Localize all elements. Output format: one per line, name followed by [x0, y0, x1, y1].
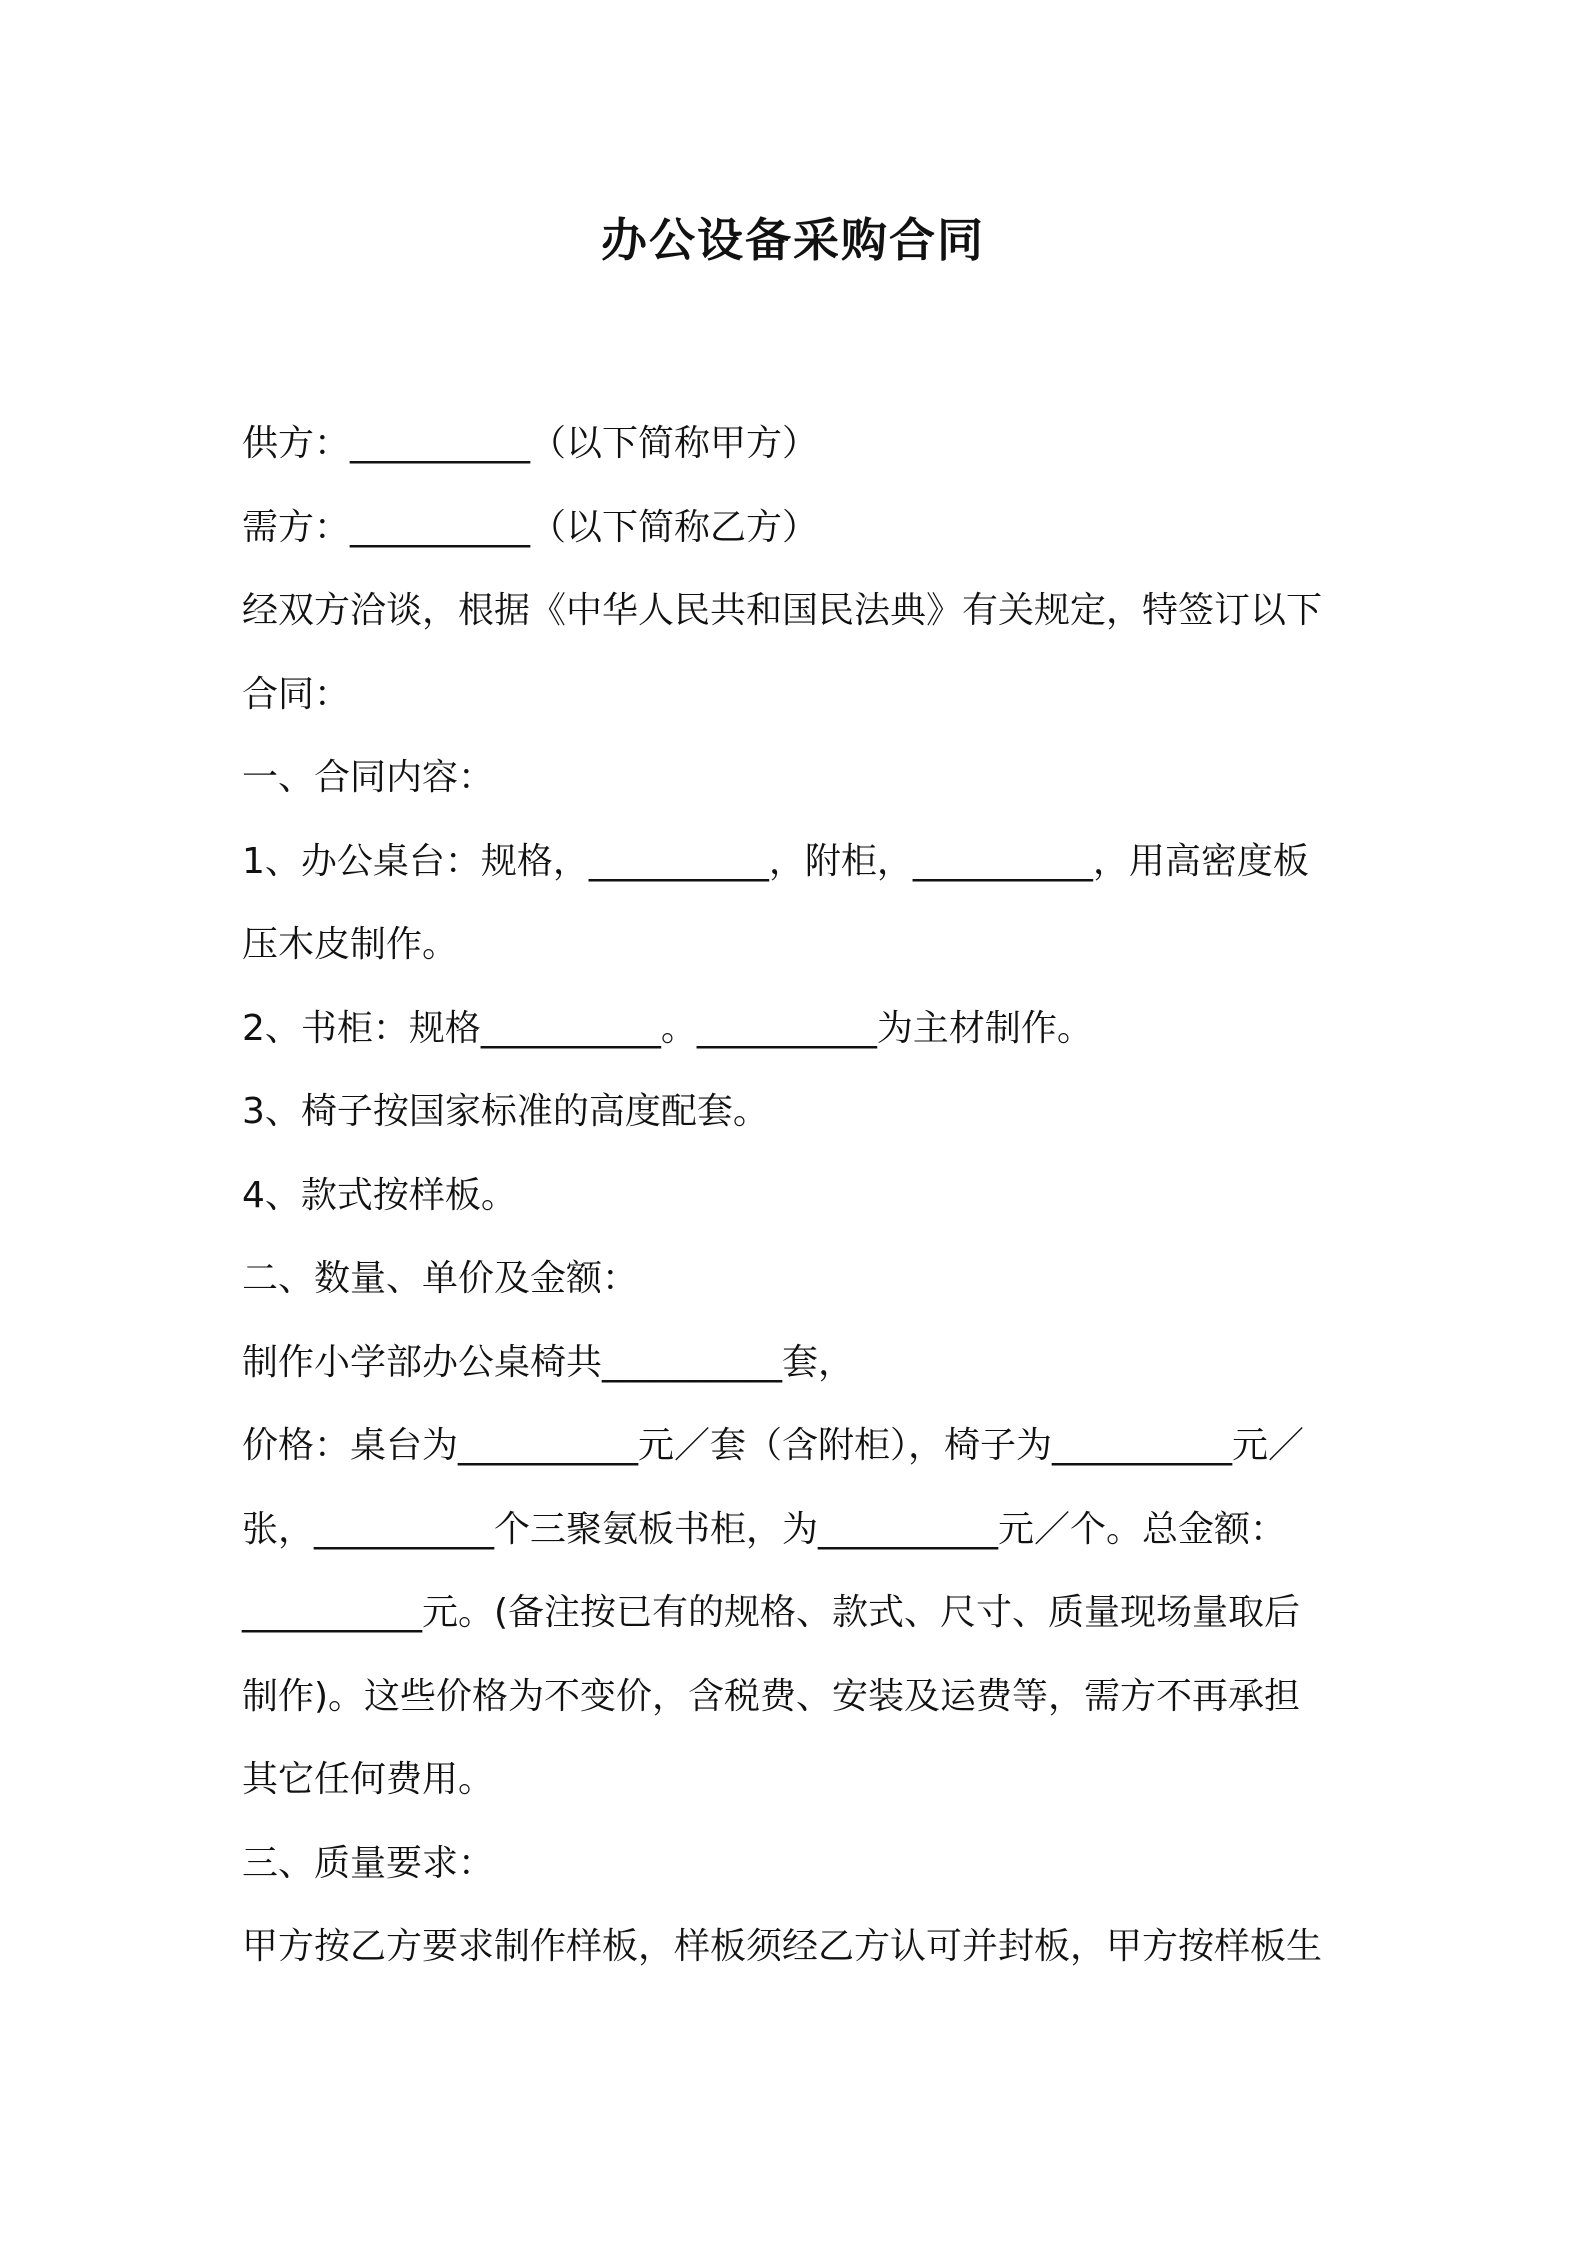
clause-line: 2、书柜：规格__________。__________为主材制作。 — [242, 1007, 1093, 1049]
clause-line: 其它任何费用。 — [242, 1759, 495, 1800]
clause-line: 张，__________个三聚氨板书柜，为__________元／个。总金额： — [242, 1508, 1287, 1550]
clause-line: 制作)。这些价格为不变价，含税费、安装及运费等，需方不再承担 — [242, 1675, 1301, 1717]
section-heading: 一、合同内容： — [242, 757, 495, 798]
clause-line: 甲方按乙方要求制作样板，样板须经乙方认可并封板，甲方按样板生 — [242, 1926, 1323, 1967]
clause-line: 制作小学部办公桌椅共__________套， — [242, 1341, 855, 1383]
contract-body — [242, 402, 1360, 1989]
clause-line: 3、椅子按国家标准的高度配套。 — [242, 1091, 769, 1132]
clause-line: 4、款式按样板。 — [242, 1174, 517, 1216]
section-heading: 二、数量、单价及金额： — [242, 1258, 639, 1299]
clause-line: __________元。(备注按已有的规格、款式、尺寸、质量现场量取后 — [242, 1592, 1301, 1633]
buyer-line: 需方：__________（以下简称乙方） — [242, 506, 819, 548]
clause-line: 压木皮制作。 — [242, 924, 459, 965]
supplier-line: 供方：__________（以下简称甲方） — [242, 423, 819, 464]
clause-line: 价格：桌台为__________元／套（含附柜），椅子为__________元／ — [242, 1425, 1305, 1466]
section-heading: 三、质量要求： — [242, 1842, 495, 1884]
preamble-line: 经双方洽谈，根据《中华人民共和国民法典》有关规定，特签订以下 — [242, 590, 1323, 631]
clause-line: 1、办公桌台：规格，__________，附柜，__________，用高密度板 — [242, 840, 1309, 882]
preamble-line: 合同： — [242, 673, 351, 715]
document-title: 办公设备采购合同 — [601, 213, 985, 267]
